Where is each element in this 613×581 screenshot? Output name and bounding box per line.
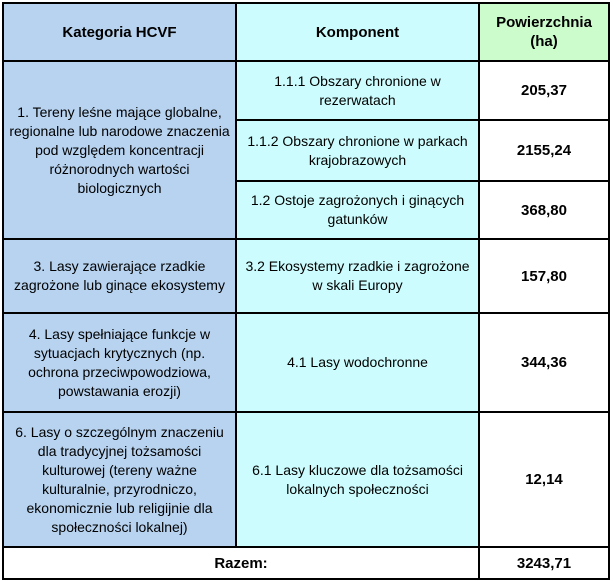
table-row	[3, 313, 609, 412]
category-cell: 1. Tereny leśne mające globalne, regionalne lub narodowe znaczenia pod względem koncentracji różnorodnych wartości biologicznych	[3, 61, 236, 239]
category-cell: 6. Lasy o szczególnym znaczeniu dla tradycyjnej tożsamości kulturowej (tereny ważne kulturalnie, przyrodniczo, ekonomicznie lub religijnie dla społeczności lokalnej)	[3, 412, 236, 547]
area-cell: 2155,24	[479, 120, 609, 181]
component-cell: 1.1.2 Obszary chronione w parkach krajobrazowych	[236, 120, 479, 181]
component-cell: 4.1 Lasy wodochronne	[236, 313, 479, 412]
total-label: Razem:	[3, 547, 479, 579]
total-row	[3, 547, 609, 579]
table-row	[3, 412, 609, 547]
area-cell: 12,14	[479, 412, 609, 547]
hcvf-table	[2, 2, 610, 580]
table-row	[3, 61, 609, 120]
header-category: Kategoria HCVF	[3, 3, 236, 61]
component-cell: 6.1 Lasy kluczowe dla tożsamości lokalnych społeczności	[236, 412, 479, 547]
component-cell: 3.2 Ekosystemy rzadkie i zagrożone w skali Europy	[236, 239, 479, 313]
total-value: 3243,71	[479, 547, 609, 579]
area-cell: 344,36	[479, 313, 609, 412]
table-header-row	[3, 3, 609, 61]
category-cell: 4. Lasy spełniające funkcje w sytuacjach krytycznych (np. ochrona przeciwpowodziowa, powstawania erozji)	[3, 313, 236, 412]
area-cell: 205,37	[479, 61, 609, 120]
area-cell: 157,80	[479, 239, 609, 313]
header-component: Komponent	[236, 3, 479, 61]
header-area: Powierzchnia (ha)	[479, 3, 609, 61]
area-cell: 368,80	[479, 181, 609, 239]
category-cell: 3. Lasy zawierające rzadkie zagrożone lub ginące ekosystemy	[3, 239, 236, 313]
table-row	[3, 239, 609, 313]
component-cell: 1.1.1 Obszary chronione w rezerwatach	[236, 61, 479, 120]
component-cell: 1.2 Ostoje zagrożonych i ginących gatunków	[236, 181, 479, 239]
